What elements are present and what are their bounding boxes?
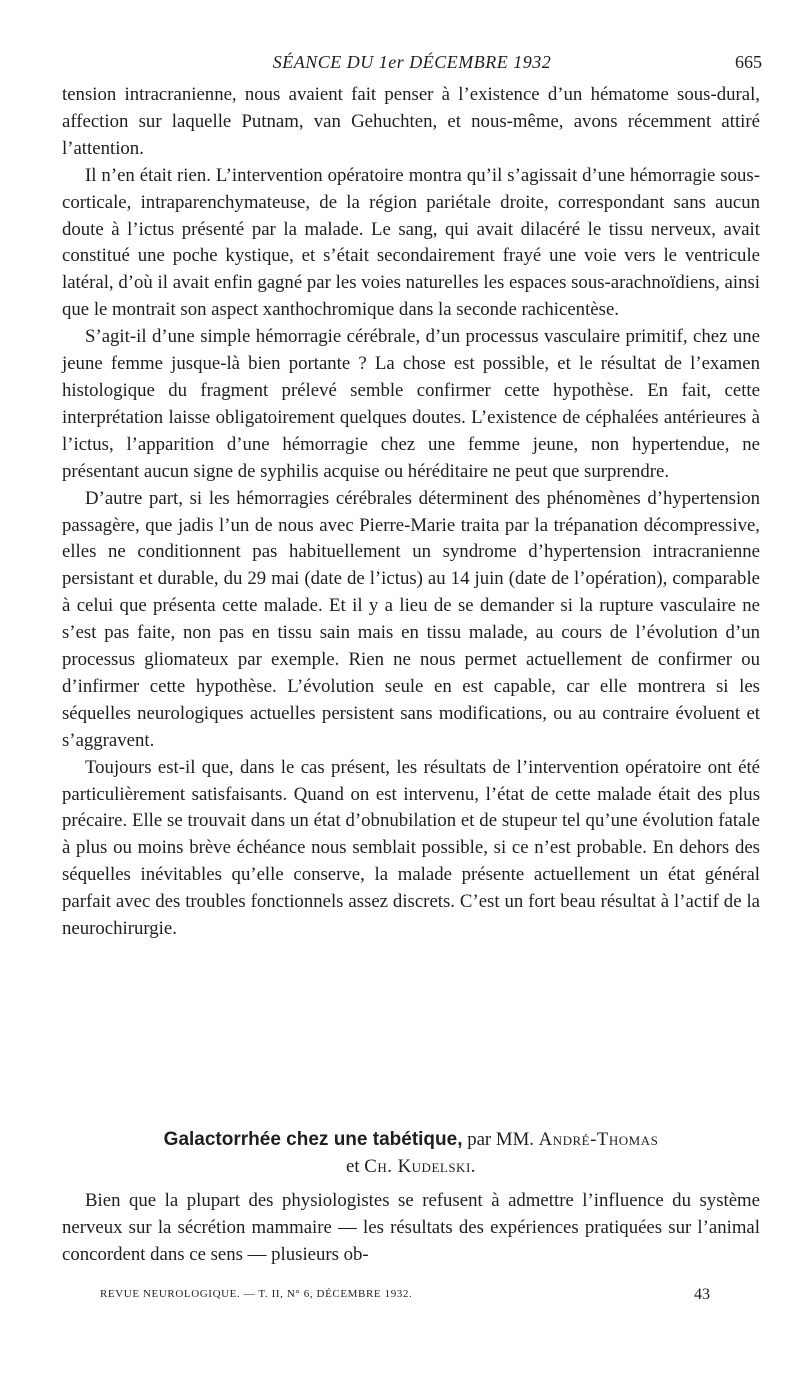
paragraph: Il n’en était rien. L’intervention opératoire montra qu’il s’agissait d’une hémorragie sous-corticale, intraparenchymateuse, de la région pariétale droite, correspondant sans aucun doute à l’ictus présenté par la malade. Le sang, qui avait dilacéré le tissu nerveux, avait constitué une poche kystique, et s’était secondairement frayé une voie vers le ventricule latéral, d’où il avait enfin gagné par les voies naturelles les espaces sous-arachnoïdiens, ainsi que le montrait son aspect xanthochromique dans la seconde rachicentèse. — [62, 164, 760, 321]
journal-signature: REVUE NEUROLOGIQUE. — T. II, N° 6, DÉCEMBRE 1932. — [100, 1288, 413, 1300]
running-head — [62, 52, 762, 76]
article-body — [62, 1188, 760, 1269]
article-title: Galactorrhée chez une tabétique, — [163, 1129, 463, 1150]
article-by: par MM. — [467, 1129, 534, 1150]
article-author-line — [62, 1153, 760, 1180]
author-conjunction: et — [346, 1156, 360, 1177]
paragraph: Bien que la plupart des physiologistes se refusent à admettre l’influence du système nerveux sur la sécrétion mammaire — les résultats des expériences pratiquées sur l’animal concordent dans ce sens — plusieurs ob- — [62, 1190, 760, 1265]
author-name: André-Thomas — [538, 1129, 659, 1150]
article-title-line — [62, 1126, 760, 1153]
page-footer — [100, 1286, 710, 1308]
paragraph-continuation: tension intracranienne, nous avaient fait penser à l’existence d’un hématome sous-dural, affection sur laquelle Putnam, van Gehuchten, et nous-même, avons récemment attiré l’attention. — [62, 84, 760, 159]
body-text — [62, 82, 760, 943]
running-head-title: SÉANCE DU 1er DÉCEMBRE 1932 — [272, 52, 552, 72]
paragraph: D’autre part, si les hémorragies cérébrales déterminent des phénomènes d’hypertension passagère, que jadis l’un de nous avec Pierre-Marie traita par la trépanation décompressive, elles ne conditionnent pas habituellement un syndrome d’hypertension intracranienne persistant et durable, du 29 mai (date de l’ictus) au 14 juin (date de l’opération), comparable à celui que présenta cette malade. Et il y a lieu de se demander si la rupture vasculaire ne s’est pas faite, non pas en tissu sain mais en tissu malade, au cours de l’évolution d’un processus gliomateux par exemple. Rien ne nous permet actuellement de confirmer ou d’infirmer cette hypothèse. L’évolution seule en est capable, car elle montrera si les séquelles neurologiques actuelles persistent sans modifications, ou au contraire évoluent et s’aggravent. — [62, 487, 760, 751]
paragraph: Toujours est-il que, dans le cas présent, les résultats de l’intervention opératoire ont été particulièrement satisfaisants. Quand on est intervenu, l’état de cette malade était des plus précaire. Elle se trouvait dans un état d’obnubilation et de stupeur tel qu’une évolution fatale à plus ou moins brève échéance nous semblait possible, si ce n’est probable. En dehors des séquelles inévitables qu’elle conserve, la malade présente actuellement un état général parfait avec des troubles fonctionnels assez discrets. C’est un fort beau résultat à l’actif de la neurochirurgie. — [62, 756, 760, 940]
article-heading — [62, 1126, 760, 1180]
page-number: 665 — [735, 52, 762, 72]
paragraph: S’agit-il d’une simple hémorragie cérébrale, d’un processus vasculaire primitif, chez une jeune femme jusque-là bien portante ? La chose est possible, et le résultat de l’examen histologique du fragment prélevé semble confirmer cette hypothèse. En fait, cette interprétation laisse obligatoirement quelques doutes. L’existence de céphalées antérieures à l’ictus, l’apparition d’une hémorragie chez une femme jeune, non hypertendue, ne présentant aucun signe de syphilis acquise ou héréditaire ne peut que surprendre. — [62, 326, 760, 482]
sheet-number: 43 — [694, 1286, 710, 1303]
author-name: Ch. Kudelski. — [364, 1156, 476, 1177]
